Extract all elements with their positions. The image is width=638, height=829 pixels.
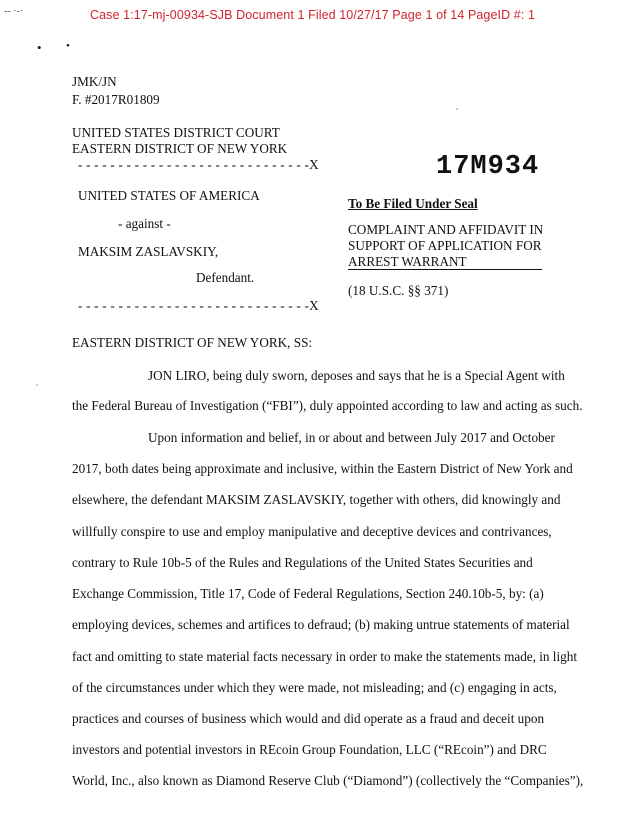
document-title-line3: ARREST WARRANT <box>348 254 542 270</box>
caption-divider-bottom: - - - - - - - - - - - - - - - - - - - - - - - - - - - - -X <box>78 298 319 313</box>
body-line: 2017, both dates being approximate and inclusive, within the Eastern District of New York and <box>72 461 573 476</box>
plaintiff-name: UNITED STATES OF AMERICA <box>78 188 260 203</box>
defendant-label: Defendant. <box>196 270 255 285</box>
body-line: elsewhere, the defendant MAKSIM ZASLAVSKIY, together with others, did knowingly and <box>72 492 561 507</box>
body-line: contrary to Rule 10b-5 of the Rules and Regulations of the United States Securities and <box>72 555 533 570</box>
body-line: the Federal Bureau of Investigation (“FBI”), duly appointed according to law and acting as such. <box>72 398 583 413</box>
attorney-initials: JMK/JN <box>72 74 117 89</box>
body-line: Exchange Commission, Title 17, Code of Federal Regulations, Section 240.10b-5, by: (a) <box>72 586 544 601</box>
statute-citation: (18 U.S.C. §§ 371) <box>348 283 449 298</box>
body-line: of the circumstances under which they were made, not misleading; and (c) engaging in acts, <box>72 680 557 695</box>
docket-number-stamp: 17M934 <box>436 152 540 182</box>
scan-mark: -- ·-· <box>4 6 24 17</box>
body-line: practices and courses of business which would and did operate as a fraud and deceit upon <box>72 711 545 726</box>
body-line: investors and potential investors in REcoin Group Foundation, LLC (“REcoin”) and DRC <box>72 742 547 757</box>
document-title-line2: SUPPORT OF APPLICATION FOR <box>348 238 542 253</box>
scan-dot: • <box>66 40 70 52</box>
body-line: willfully conspire to use and employ manipulative and deceptive devices and contrivances, <box>72 524 552 539</box>
defendant-name: MAKSIM ZASLAVSKIY, <box>78 244 219 259</box>
document-title-line1: COMPLAINT AND AFFIDAVIT IN <box>348 222 544 237</box>
scan-dot: • <box>37 40 42 55</box>
seal-notice: To Be Filed Under Seal <box>348 196 478 211</box>
body-line: employing devices, schemes and artifices to defraud; (b) making untrue statements of material <box>72 617 570 632</box>
court-name: UNITED STATES DISTRICT COURT <box>72 125 280 140</box>
court-district: EASTERN DISTRICT OF NEW YORK <box>72 141 288 156</box>
body-line: JON LIRO, being duly sworn, deposes and says that he is a Special Agent with <box>148 368 565 383</box>
scan-speck <box>36 384 38 386</box>
body-line: Upon information and belief, in or about and between July 2017 and October <box>148 430 555 445</box>
filing-header-stamp: Case 1:17-mj-00934-SJB Document 1 Filed 10/27/17 Page 1 of 14 PageID #: 1 <box>90 8 536 22</box>
against-label: - against - <box>118 216 171 231</box>
body-line: fact and omitting to state material facts necessary in order to make the statements made, in light <box>72 649 577 664</box>
venue-line: EASTERN DISTRICT OF NEW YORK, SS: <box>72 335 313 350</box>
file-number: F. #2017R01809 <box>72 92 160 107</box>
caption-divider-top: - - - - - - - - - - - - - - - - - - - - - - - - - - - - -X <box>78 157 319 172</box>
scan-speck <box>456 108 458 110</box>
body-line: World, Inc., also known as Diamond Reserve Club (“Diamond”) (collectively the “Companies”), <box>72 773 584 788</box>
